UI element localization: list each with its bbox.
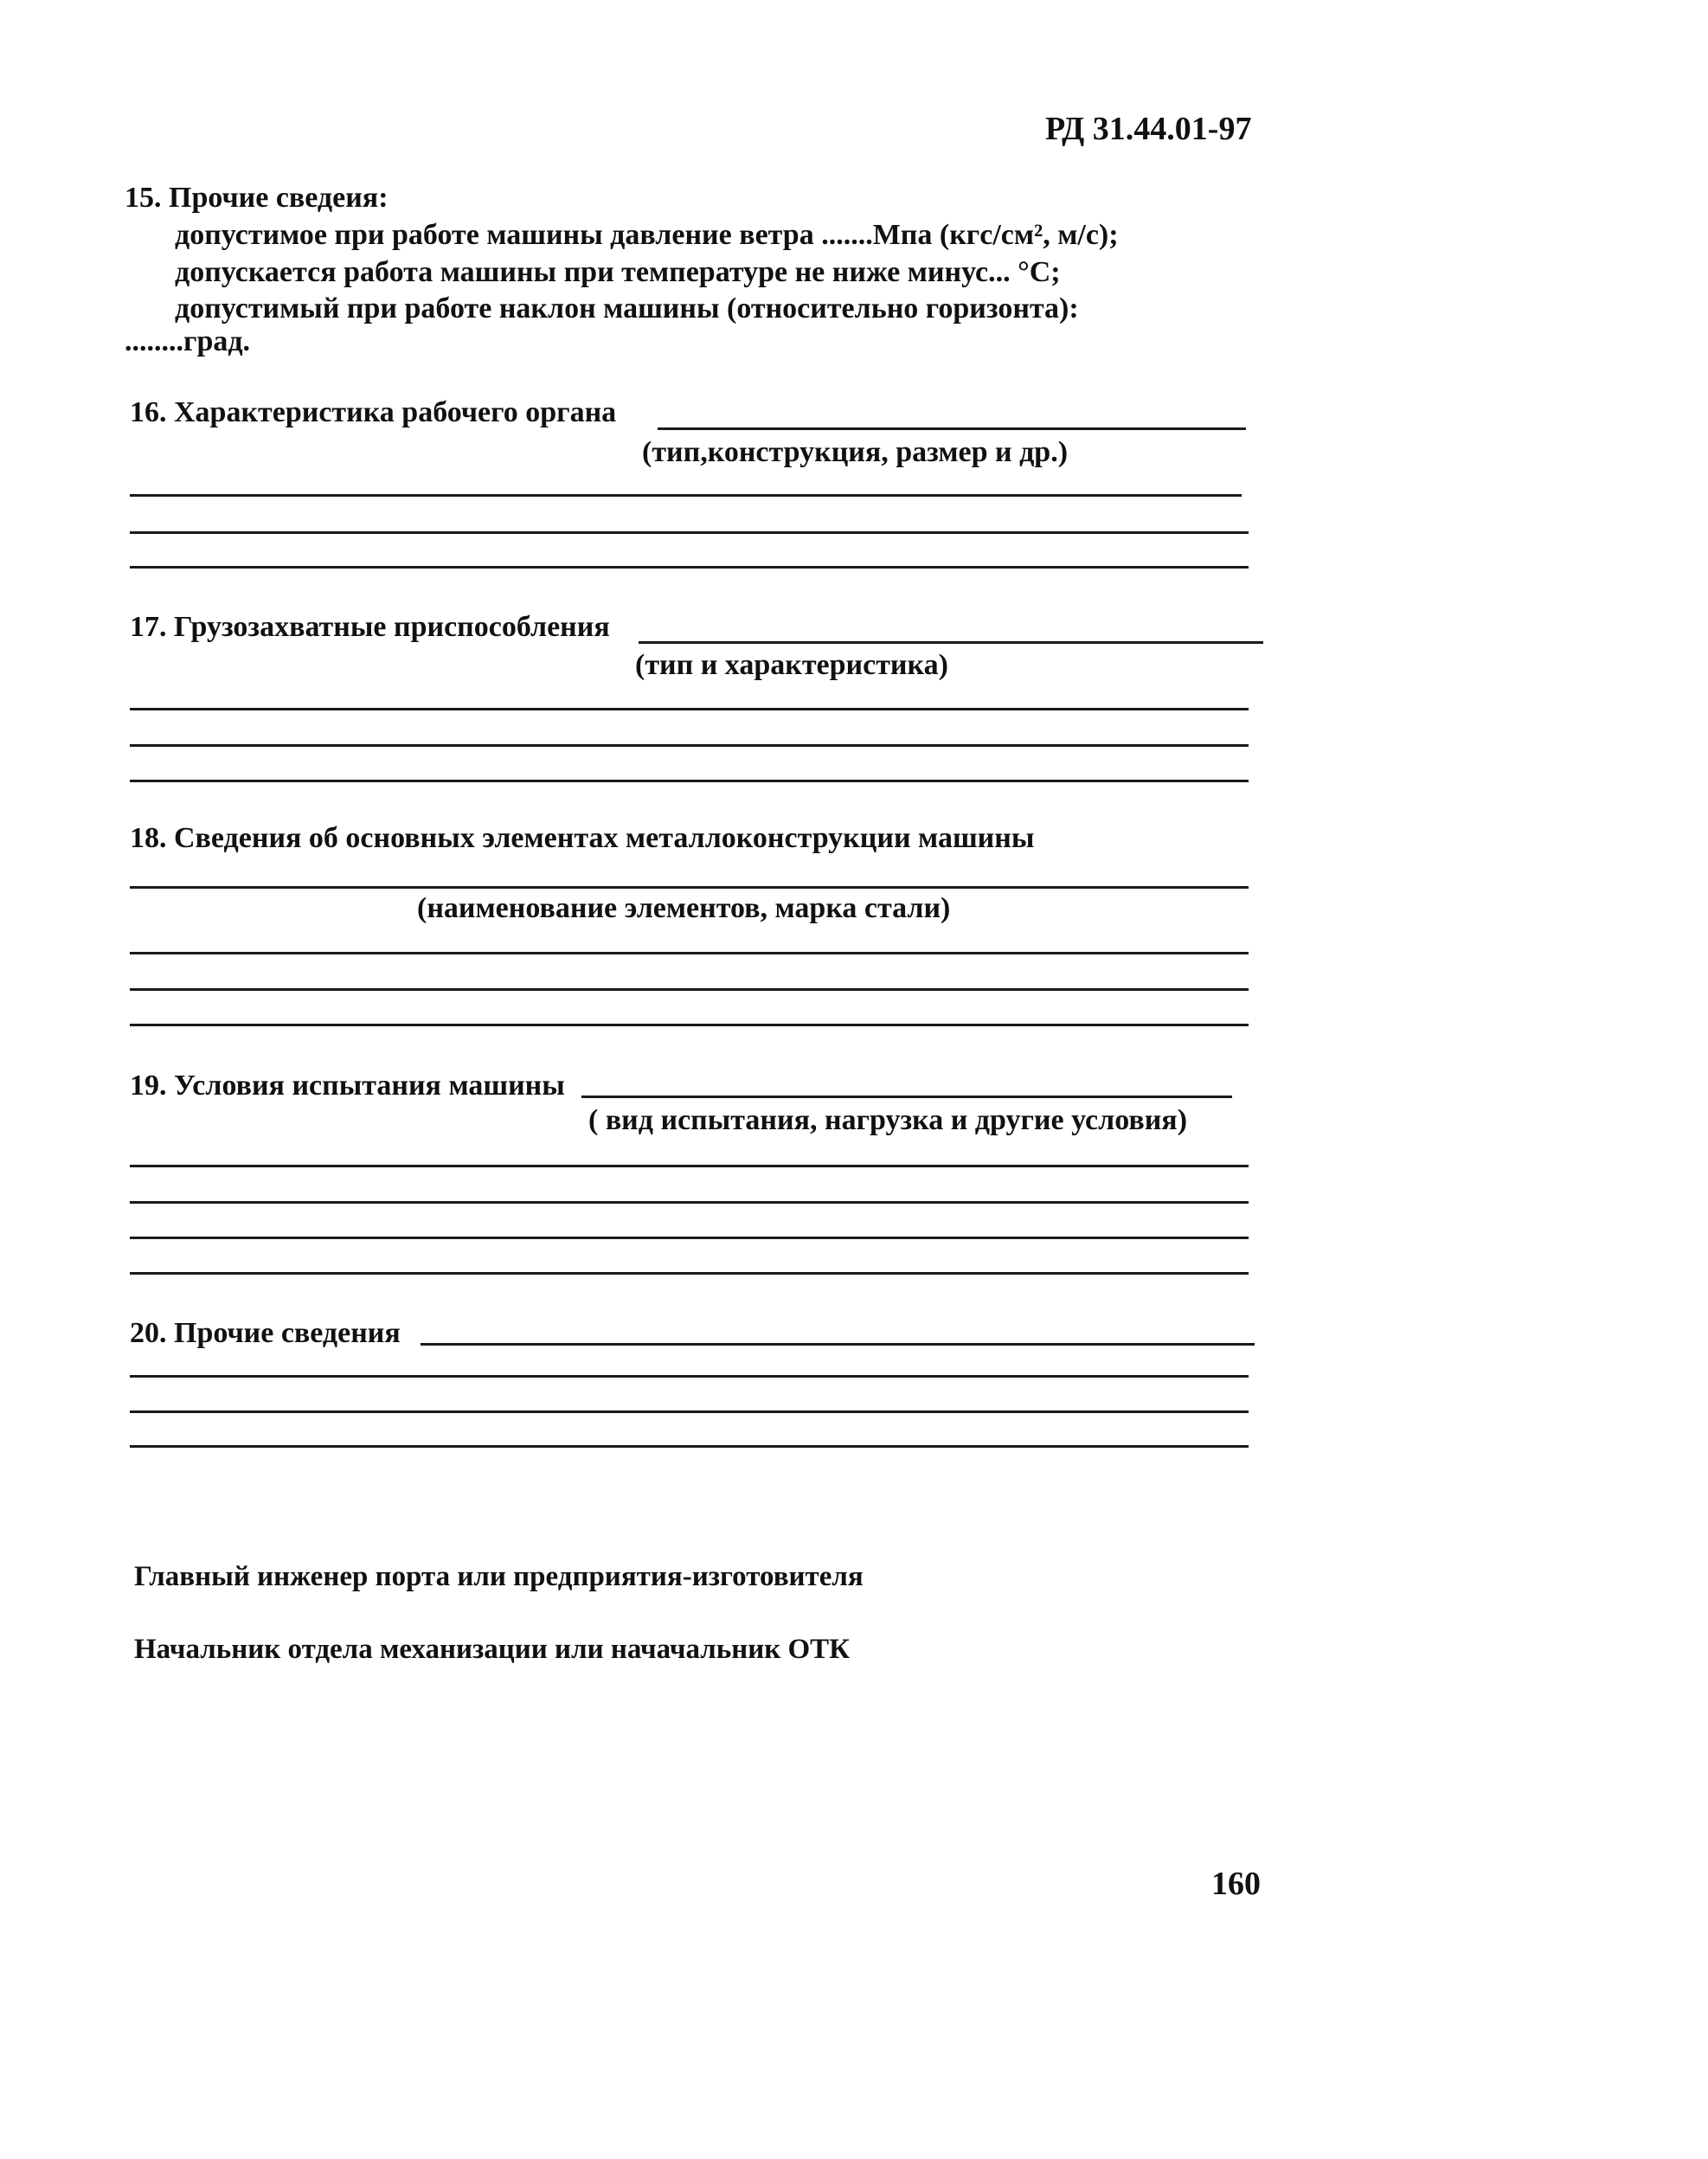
section-18-blank-line-2[interactable] xyxy=(130,988,1249,991)
section-19-fill-line[interactable] xyxy=(581,1096,1232,1098)
section-16-hint: (тип,конструкция, размер и др.) xyxy=(642,436,1069,468)
page-number: 160 xyxy=(1211,1866,1261,1902)
section-16-fill-line[interactable] xyxy=(658,427,1246,430)
section-15-degrees: ........град. xyxy=(125,325,251,357)
section-17-blank-line-3[interactable] xyxy=(130,780,1249,782)
signature-head-department: Начальник отдела механизации или начачальник ОТК xyxy=(134,1634,851,1665)
section-16-blank-line-1[interactable] xyxy=(130,494,1242,497)
section-19-hint: ( вид испытания, нагрузка и другие условия) xyxy=(588,1104,1188,1136)
section-20-blank-line-3[interactable] xyxy=(130,1445,1249,1448)
section-16-label: 16. Характеристика рабочего органа xyxy=(130,396,617,428)
section-17-blank-line-2[interactable] xyxy=(130,744,1249,747)
section-15-temperature: допускается работа машины при температуре не ниже минус... °С; xyxy=(175,256,1061,288)
signature-chief-engineer: Главный инженер порта или предприятия-изготовителя xyxy=(134,1561,864,1592)
section-17-hint: (тип и характеристика) xyxy=(635,649,948,681)
section-19-blank-line-4[interactable] xyxy=(130,1272,1249,1275)
section-16-blank-line-3[interactable] xyxy=(130,566,1249,569)
document-code: РД 31.44.01-97 xyxy=(1045,111,1252,147)
section-19-blank-line-1[interactable] xyxy=(130,1165,1249,1167)
section-17-fill-line[interactable] xyxy=(639,641,1263,644)
section-20-blank-line-1[interactable] xyxy=(130,1375,1249,1378)
section-19-blank-line-2[interactable] xyxy=(130,1201,1249,1204)
section-19-label: 19. Условия испытания машины xyxy=(130,1070,565,1102)
section-17-blank-line-1[interactable] xyxy=(130,708,1249,710)
section-15-wind-pressure: допустимое при работе машины давление ветра .......Мпа (кгс/см², м/с); xyxy=(175,219,1119,251)
section-20-fill-line[interactable] xyxy=(421,1343,1255,1346)
section-15-tilt: допустимый при работе наклон машины (относительно горизонта): xyxy=(175,292,1079,324)
section-20-blank-line-2[interactable] xyxy=(130,1410,1249,1413)
section-17-label: 17. Грузозахватные приспособления xyxy=(130,611,610,643)
section-18-blank-line-3[interactable] xyxy=(130,1024,1249,1026)
section-18-label: 18. Сведения об основных элементах металлоконструкции машины xyxy=(130,822,1035,854)
section-20-label: 20. Прочие сведения xyxy=(130,1317,401,1349)
section-18-blank-line-1[interactable] xyxy=(130,952,1249,954)
section-18-fill-line[interactable] xyxy=(130,886,1249,889)
section-19-blank-line-3[interactable] xyxy=(130,1237,1249,1239)
section-16-blank-line-2[interactable] xyxy=(130,531,1249,534)
section-18-hint: (наименование элементов, марка стали) xyxy=(417,892,951,924)
section-15-title: 15. Прочие сведеия: xyxy=(125,182,388,214)
